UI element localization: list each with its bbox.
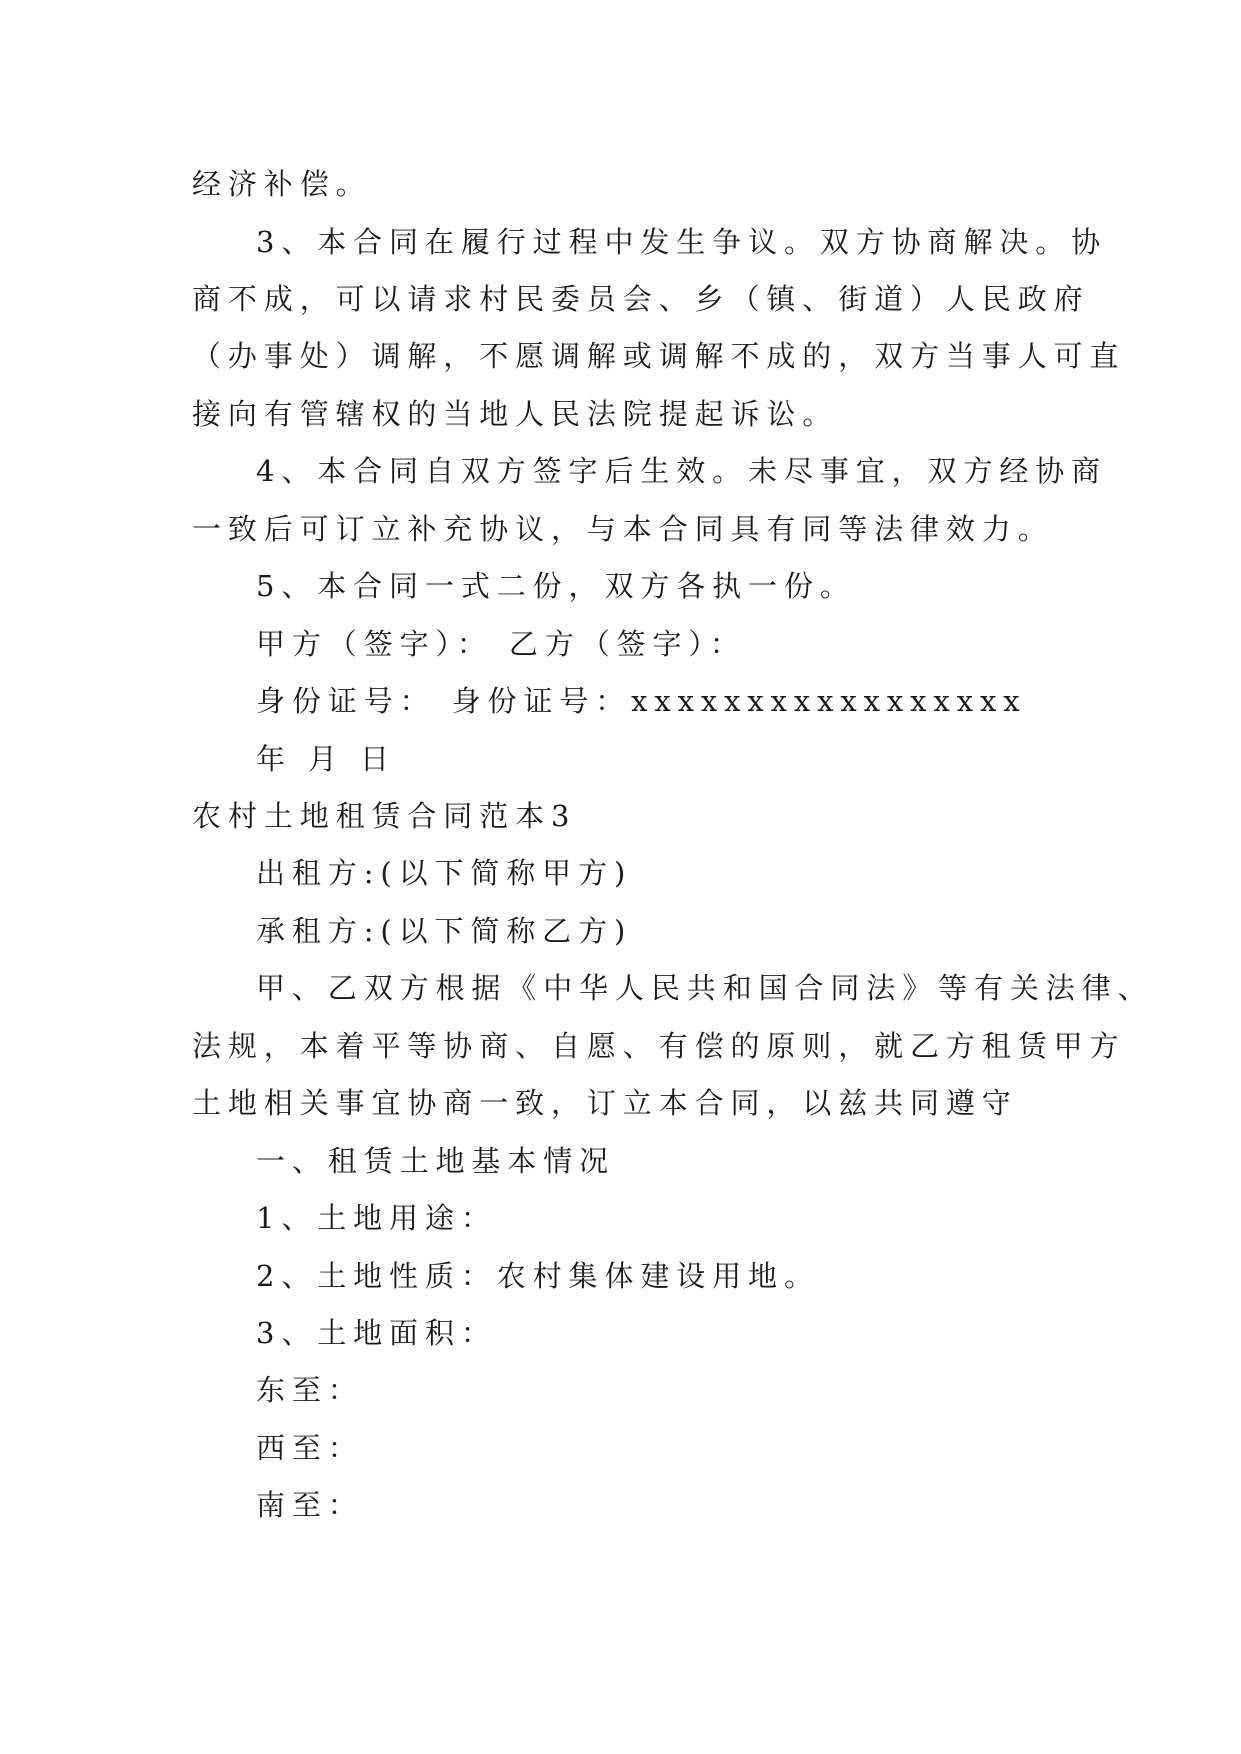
lessor-line: 出租方:(以下简称甲方)	[256, 856, 633, 890]
land-area-line: 3、土地面积：	[256, 1316, 497, 1350]
article-heading: 一、租赁土地基本情况	[256, 1144, 616, 1178]
clause-4-line: 4、本合同自双方签字后生效。未尽事宜，双方经协商	[256, 454, 1108, 488]
preamble-line: 甲、乙双方根据《中华人民共和国合同法》等有关法律、	[256, 971, 1154, 1005]
land-use-line: 1、土地用途：	[256, 1201, 497, 1235]
body-text-line: 法规，本着平等协商、自愿、有偿的原则，就乙方租赁甲方	[192, 1029, 1126, 1063]
body-text-line: 商不成，可以请求村民委员会、乡（镇、街道）人民政府	[192, 282, 1090, 316]
signature-line: 甲方（签字）： 乙方（签字）：	[256, 627, 746, 661]
section-title: 农村土地租赁合同范本3	[192, 799, 577, 833]
boundary-west-line: 西至：	[256, 1431, 364, 1465]
date-line: 年 月 日	[256, 742, 396, 776]
boundary-east-line: 东至：	[256, 1373, 364, 1407]
clause-3-line: 3、本合同在履行过程中发生争议。双方协商解决。协	[256, 225, 1108, 259]
body-text-line: 接向有管辖权的当地人民法院提起诉讼。	[192, 397, 839, 431]
body-text-line: 土地相关事宜协商一致，订立本合同，以兹共同遵守	[192, 1086, 1018, 1120]
id-number-line: 身份证号： 身份证号：xxxxxxxxxxxxxxxxx	[256, 684, 1027, 718]
land-nature-line: 2、土地性质：农村集体建设用地。	[256, 1259, 820, 1293]
body-text-line: 经济补偿。	[192, 167, 372, 201]
body-text-line: 一致后可订立补充协议，与本合同具有同等法律效力。	[192, 512, 1054, 546]
clause-5-line: 5、本合同一式二份，双方各执一份。	[256, 569, 856, 603]
boundary-south-line: 南至：	[256, 1488, 364, 1522]
body-text-line: （办事处）调解，不愿调解或调解不成的，双方当事人可直	[192, 339, 1126, 373]
lessee-line: 承租方:(以下简称乙方)	[256, 914, 633, 948]
